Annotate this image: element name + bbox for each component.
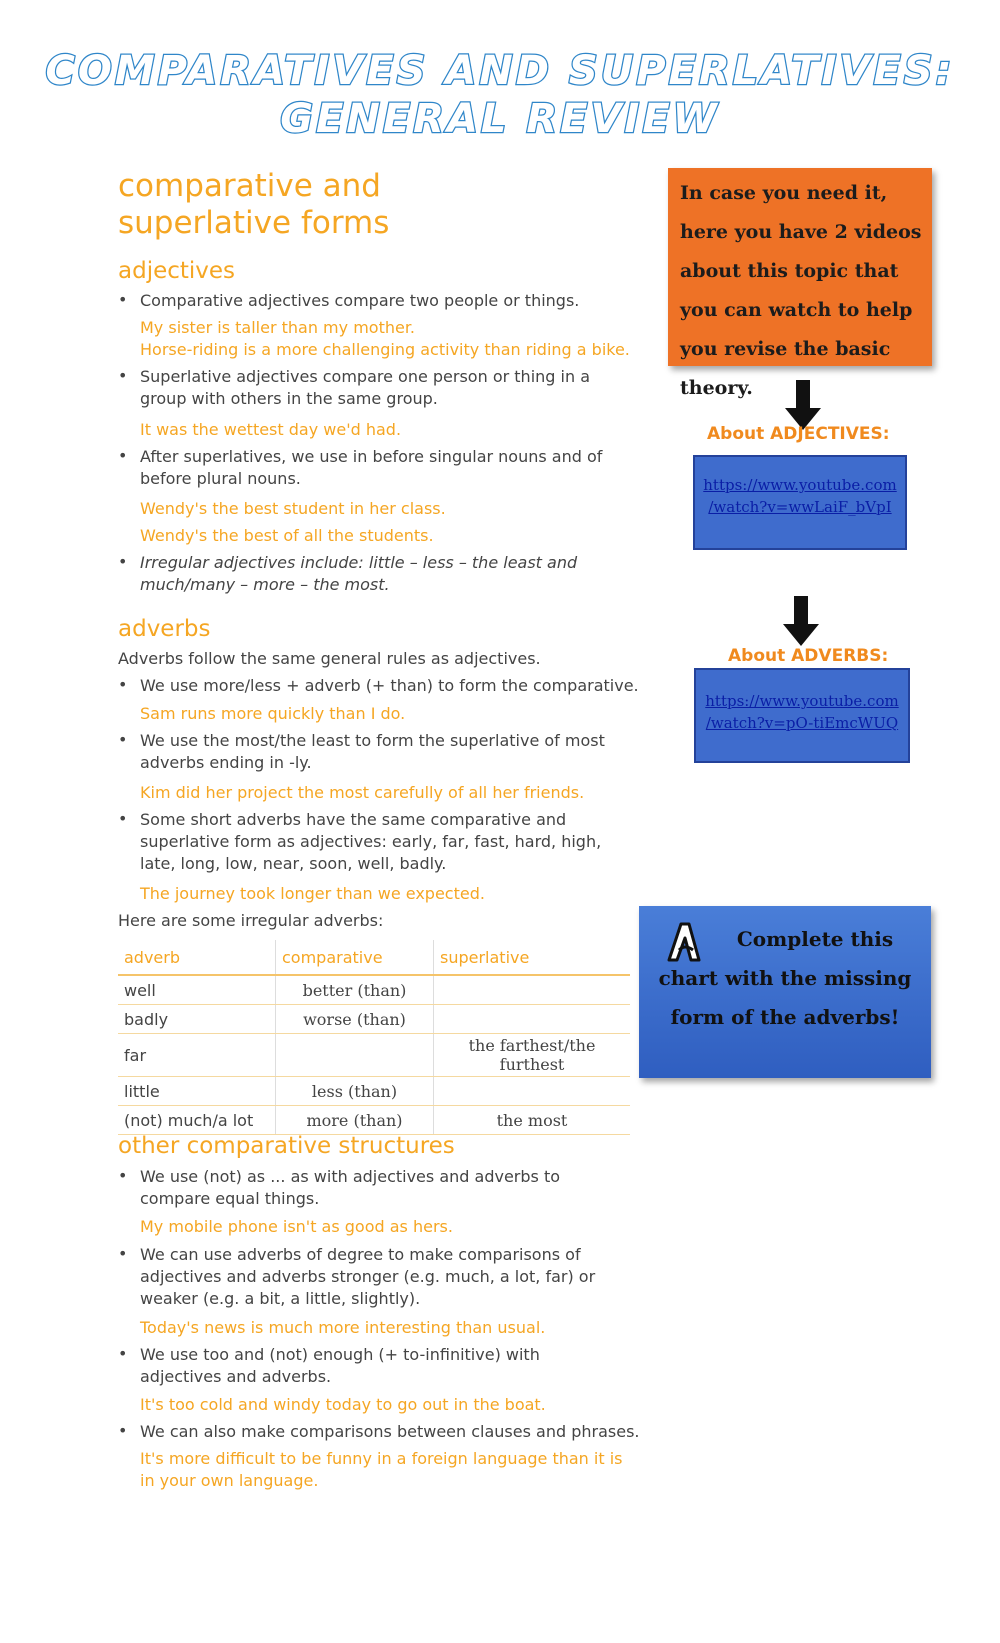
table-header: superlative [434,940,631,975]
table-header-row [118,940,630,975]
irregular-adverbs-intro: Here are some irregular adverbs: [118,911,384,930]
worksheet-title-line2: GENERAL REVIEW [280,96,720,142]
other-rule-1: We use (not) as ... as with adjectives and adverbs to compare equal things. [140,1167,560,1208]
about-adjectives-label: About ADJECTIVES: [707,424,890,444]
table-cell-comparative[interactable]: less (than) [276,1077,434,1106]
adverbs-video-link-box [694,668,910,763]
other-rule-2: We can use adverbs of degree to make comparisons of adjectives and adverbs stronger (e.g. much, a lot, far) or weaker (e.g. a bit, a little, slightly). [140,1245,596,1308]
liveworksheets-logo-icon [663,920,703,964]
table-cell-adverb: little [118,1077,276,1106]
other-example-2: Today's news is much more interesting than usual. [140,1318,546,1337]
adverbs-example-1: Sam runs more quickly than I do. [140,704,406,723]
adjectives-example-1: My sister is taller than my mother. [140,318,416,337]
adverbs-heading: adverbs [118,616,211,642]
adjectives-rule-4: Irregular adjectives include: little – less – the least and much/many – more – the most. [140,553,578,594]
adjectives-example-4: Wendy's the best student in her class. [140,499,446,518]
table-header: comparative [276,940,434,975]
bullet-dot: • [118,552,128,571]
other-rule-3: We use too and (not) enough (+ to-infinitive) with adjectives and adverbs. [140,1345,540,1386]
table-cell-adverb: well [118,975,276,1005]
adjectives-rule-3: After superlatives, we use in before singular nouns and of before plural nouns. [140,447,603,488]
table-row [118,1077,630,1106]
adverbs-example-2: Kim did her project the most carefully of all her friends. [140,783,585,802]
adjectives-example-3: It was the wettest day we'd had. [140,420,402,439]
other-example-4: It's more difficult to be funny in a foreign language than it is in your own language. [140,1449,623,1490]
other-rule-4: We can also make comparisons between clauses and phrases. [140,1422,640,1441]
adjectives-video-link[interactable]: https://www.youtube.com /watch?v=wwLaiF_bVpI [703,476,897,516]
adverbs-rule-1: We use more/less + adverb (+ than) to form the comparative. [140,676,639,695]
table-row [118,1005,630,1034]
table-cell-superlative[interactable]: the farthest/the furthest [434,1034,631,1077]
task-instruction-box [639,906,931,1078]
other-example-3: It's too cold and windy today to go out in the boat. [140,1395,546,1414]
table-cell-superlative[interactable] [434,975,631,1005]
task-instruction-text: Complete this chart with the missing form of the adverbs! [658,927,912,1029]
bullet-dot: • [118,1421,128,1440]
table-cell-superlative[interactable] [434,1005,631,1034]
adjectives-example-5: Wendy's the best of all the students. [140,526,434,545]
bullet-dot: • [118,730,128,749]
table-header: adverb [118,940,276,975]
adjectives-video-link-box [693,455,907,550]
adverbs-intro: Adverbs follow the same general rules as adjectives. [118,649,541,668]
table-cell-comparative[interactable]: worse (than) [276,1005,434,1034]
bullet-dot: • [118,1244,128,1263]
other-structures-heading: other comparative structures [118,1133,455,1159]
table-cell-adverb: far [118,1034,276,1077]
adjectives-heading: adjectives [118,258,236,284]
bullet-dot: • [118,366,128,385]
adverbs-example-3: The journey took longer than we expected. [140,884,485,903]
irregular-adverbs-table [118,940,630,1135]
adjectives-rule-2: Superlative adjectives compare one person or thing in a group with others in the same group. [140,367,590,408]
table-row [118,1034,630,1077]
bullet-dot: • [118,290,128,309]
table-cell-comparative[interactable] [276,1034,434,1077]
table-cell-comparative[interactable]: better (than) [276,975,434,1005]
table-row [118,1106,630,1135]
bullet-dot: • [118,446,128,465]
bullet-dot: • [118,809,128,828]
bullet-dot: • [118,675,128,694]
bullet-dot: • [118,1344,128,1363]
bullet-dot: • [118,1166,128,1185]
section-heading: comparative and superlative forms [118,168,390,241]
adverbs-video-link[interactable]: https://www.youtube.com /watch?v=pO-tiEmcWUQ [705,692,899,732]
video-info-box: In case you need it, here you have 2 videos about this topic that you can watch to help you revise the basic theory. [668,168,932,366]
table-cell-superlative[interactable]: the most [434,1106,631,1135]
adjectives-rule-1: Comparative adjectives compare two people or things. [140,291,580,310]
worksheet-title-line1: COMPARATIVES AND SUPERLATIVES: [45,48,955,94]
adverbs-rule-3: Some short adverbs have the same comparative and superlative form as adjectives: early, far, fast, hard, high, late, long, low, near, soon, well, badly. [140,810,602,873]
table-cell-adverb: (not) much/a lot [118,1106,276,1135]
adverbs-rule-2: We use the most/the least to form the superlative of most adverbs ending in -ly. [140,731,605,772]
about-adverbs-label: About ADVERBS: [728,646,889,666]
other-example-1: My mobile phone isn't as good as hers. [140,1217,453,1236]
table-row [118,975,630,1005]
table-cell-comparative[interactable]: more (than) [276,1106,434,1135]
adjectives-example-2: Horse-riding is a more challenging activity than riding a bike. [140,340,630,359]
table-cell-adverb: badly [118,1005,276,1034]
table-cell-superlative[interactable] [434,1077,631,1106]
